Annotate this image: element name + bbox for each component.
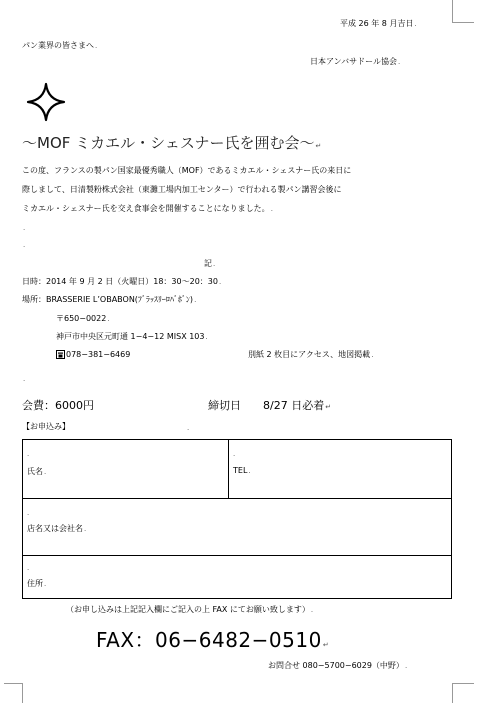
venue-postal-code: 〒650−0022. [56,314,110,323]
sparkle-star-icon [26,82,66,122]
crop-mark-bl-h [4,683,22,684]
crop-mark-tr-h [452,22,474,23]
name-field-label: 氏名. [27,467,47,476]
phone-icon [56,350,65,359]
sender-organization: 日本アンバサドール協会. [310,57,401,66]
ki-heading: 記. [204,259,216,268]
empty-paragraph-mark: . [187,424,190,432]
name-field[interactable]: . 氏名. [23,440,229,499]
fax-number: FAX：06−6482−0510↵ [96,628,330,652]
venue-address: 神戸市中央区元町通 1−4−12 MISX 103. [56,332,208,341]
event-datetime: 日時：2014 年 9 月 2 日（火曜日）18：30〜20：30. [22,277,222,286]
address-field-label: 住所. [27,579,47,588]
intro-line-1: この度、フランスの製パン国家最優秀職人（MOF）であるミカエル・シェスナー氏の来日に [22,166,352,175]
address-field[interactable]: . 住所. [23,556,452,599]
empty-paragraph-mark: . [23,224,26,232]
venue-phone: 078−381−6469 [66,350,131,359]
document-date: 平成 26 年 8 月吉日. [340,19,417,28]
contact-info: お問合せ 080−5700−6029（中野）. [268,661,408,670]
crop-mark-bl-v [22,683,23,703]
tel-field-label: TEL. [233,466,251,475]
shop-field-label: 店名又は会社名. [27,524,87,533]
shop-or-company-field[interactable]: . 店名又は会社名. [23,499,452,556]
intro-line-2: 際しまして、日清製粉株式会社（東灘工場内加工センター）で行われる製パン講習会後に [22,185,342,194]
intro-line-3: ミカエル・シェスナー氏を交え食事会を開催することになりました。. [22,204,273,213]
addressee: パン業界の皆さまへ. [22,41,98,50]
fee: 会費：6000円 [22,399,94,412]
empty-paragraph-mark: . [23,375,26,383]
empty-paragraph-mark: . [23,241,26,249]
crop-mark-tr-v [452,0,453,22]
event-venue: 場所：BRASSERIE L’OBABON(ﾌﾞﾗｯｽﾘｰﾛﾊﾞﾎﾞﾝ). [22,295,197,304]
tel-field[interactable]: . TEL. [229,440,452,499]
application-instruction: （お申し込みは上記記入欄にご記入の上 FAX にてお願い致します）. [66,605,314,614]
crop-mark-br-v [452,683,453,703]
crop-mark-br-h [452,683,474,684]
application-form [22,439,452,599]
apply-heading: 【お申込み】 [22,422,70,431]
map-note: 別紙 2 枚目にアクセス、地図掲載. [248,350,374,359]
event-title: 〜MOF ミカエル・シェスナー氏を囲む会〜↵ [22,134,322,152]
deadline: 締切日 8/27 日必着↵ [208,399,332,412]
